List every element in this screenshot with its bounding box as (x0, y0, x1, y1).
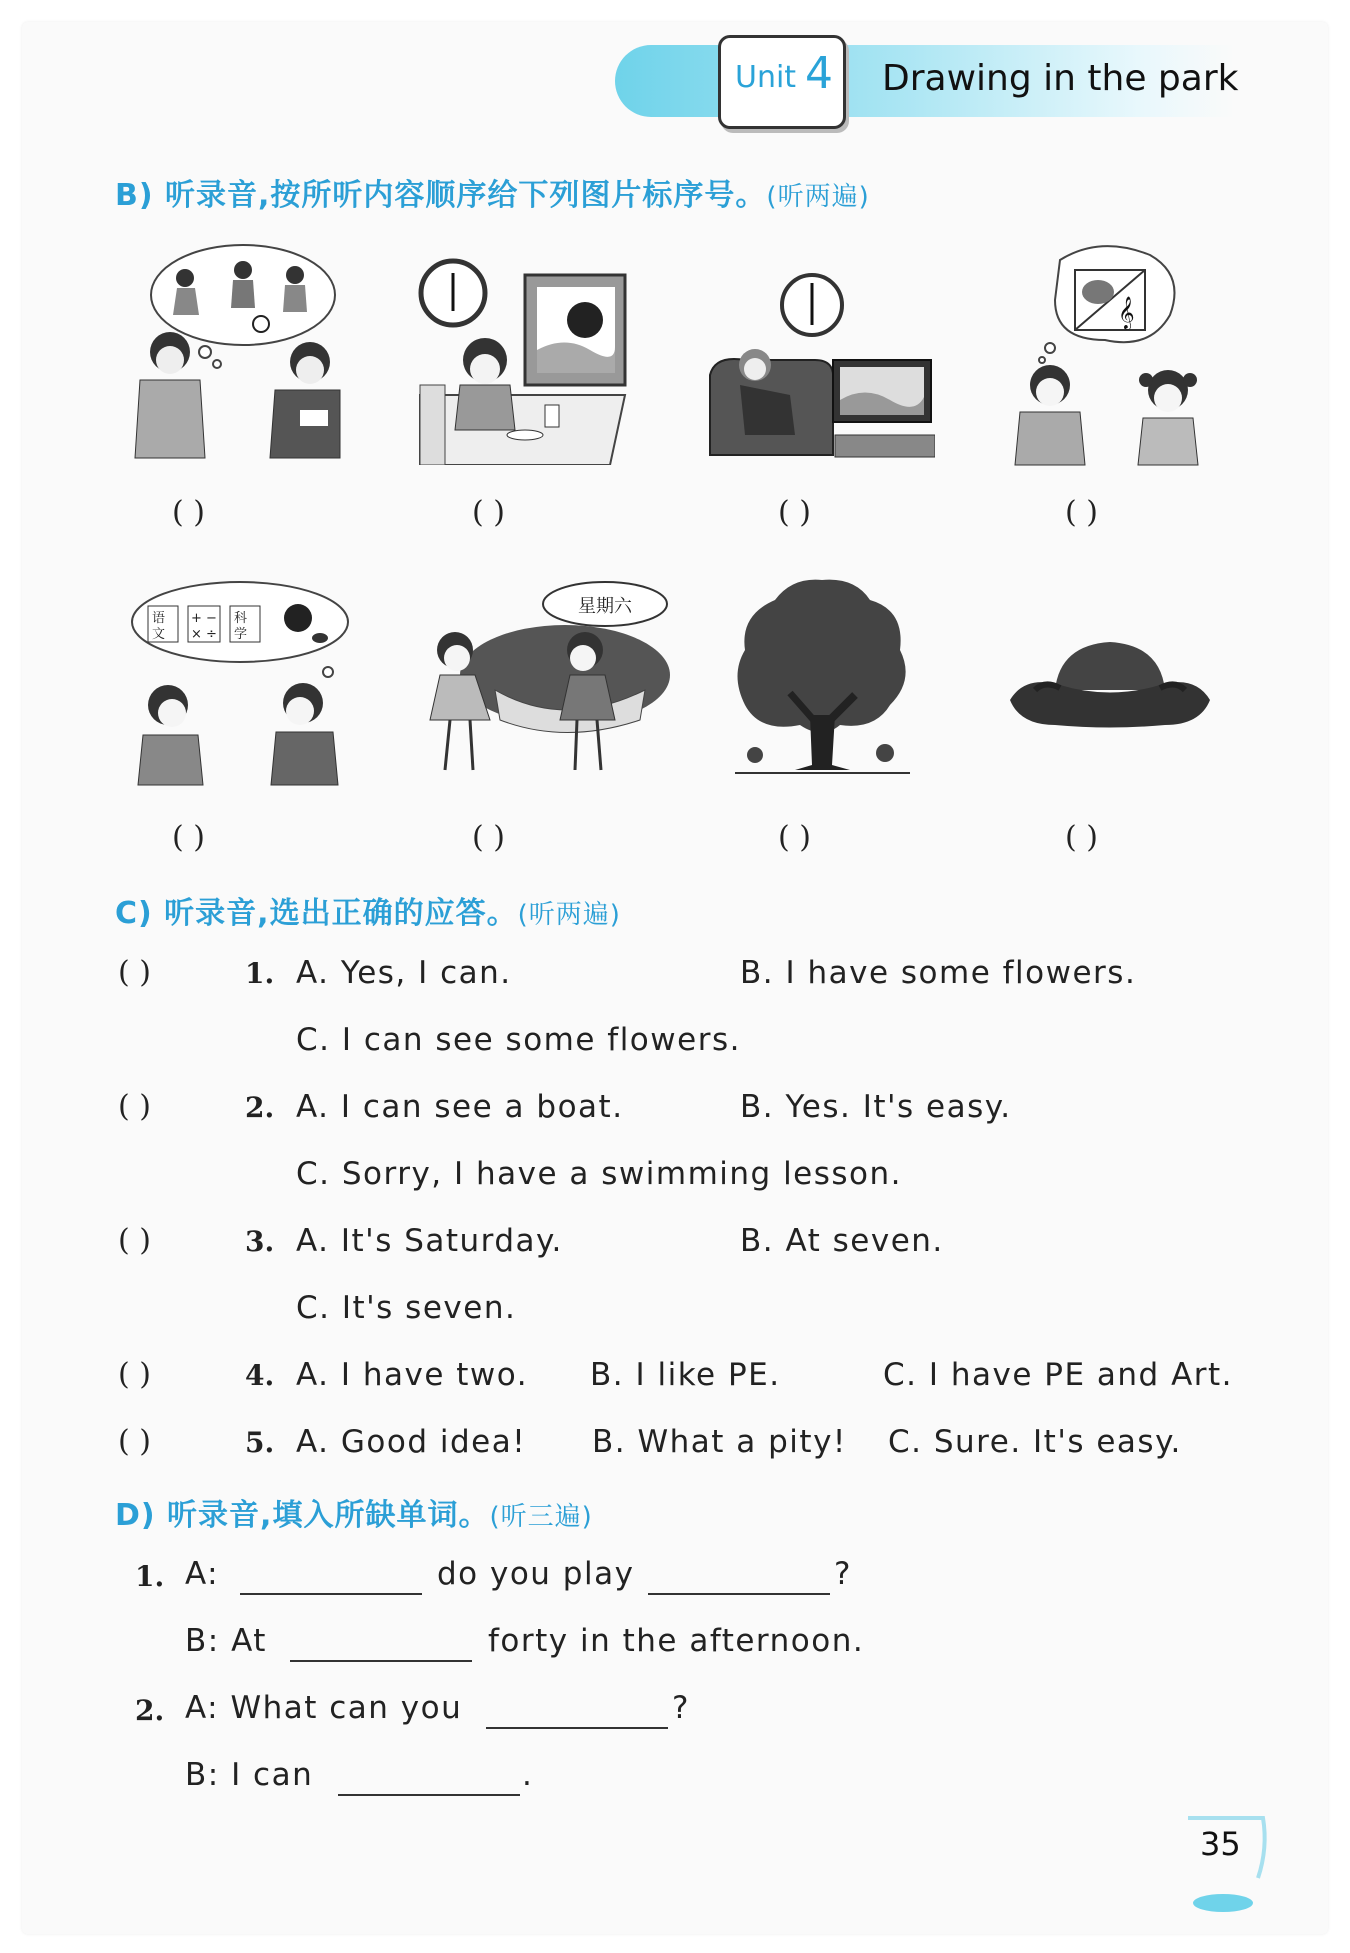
option-a: A. It's Saturday. (296, 1223, 563, 1259)
section-c-heading-text: C) 听录音,选出正确的应答。 (115, 896, 518, 931)
svg-text:× ÷: × ÷ (191, 627, 217, 642)
option-b: B. I have some flowers. (740, 955, 1137, 991)
question-number: 4. (245, 1359, 275, 1392)
section-d-heading-text: D) 听录音,填入所缺单词。 (115, 1498, 490, 1533)
section-c-note: (听两遍) (517, 900, 621, 930)
option-c: C. It's seven. (296, 1290, 517, 1326)
option-b: B. What a pity! (592, 1424, 847, 1460)
unit-label: Unit (735, 60, 797, 95)
answer-blank[interactable]: ( ) (1065, 495, 1098, 530)
man-watching-tv-clock-picture (705, 265, 935, 465)
hat-picture (1005, 630, 1215, 740)
svg-text:科: 科 (234, 611, 248, 626)
option-b: B. At seven. (740, 1223, 944, 1259)
question-number: 1. (245, 957, 275, 990)
fill-blank[interactable] (486, 1727, 668, 1729)
answer-bracket[interactable]: ( ) (118, 1424, 151, 1459)
fill-blank[interactable] (240, 1593, 422, 1595)
dialogue-text: do you play (437, 1556, 635, 1592)
unit-badge (718, 35, 846, 129)
question-number: 5. (245, 1426, 275, 1459)
period-mark: . (522, 1757, 534, 1793)
section-d-heading (115, 1490, 593, 1534)
option-a: A. I can see a boat. (296, 1089, 624, 1125)
svg-text:语: 语 (152, 611, 166, 626)
section-b-heading-text: B) 听录音,按所听内容顺序给下列图片标序号。 (115, 178, 767, 213)
boy-girl-art-music-thought-picture (1010, 240, 1220, 470)
page-number: 35 (1200, 1825, 1241, 1863)
speaker-a-text: A: What can you (185, 1690, 463, 1726)
option-c: C. Sorry, I have a swimming lesson. (296, 1156, 903, 1192)
saturday-bubble-text: 星期六 (578, 596, 632, 617)
answer-blank[interactable]: ( ) (172, 820, 205, 855)
option-c: C. Sure. It's easy. (888, 1424, 1182, 1460)
boys-talking-subjects-thought-picture (128, 580, 353, 790)
fill-blank[interactable] (338, 1794, 520, 1796)
question-mark: ? (834, 1556, 852, 1592)
option-c: C. I have PE and Art. (883, 1357, 1234, 1393)
answer-bracket[interactable]: ( ) (118, 1357, 151, 1392)
fill-blank[interactable] (290, 1660, 472, 1662)
answer-blank[interactable]: ( ) (472, 495, 505, 530)
answer-blank[interactable]: ( ) (1065, 820, 1098, 855)
section-d-note: (听三遍) (489, 1502, 593, 1532)
speaker-b-text: B: I can (185, 1757, 314, 1793)
answer-blank[interactable]: ( ) (472, 820, 505, 855)
girls-flowers-saturday-picture (415, 580, 670, 780)
boys-playing-football-thought-picture (125, 240, 345, 470)
answer-bracket[interactable]: ( ) (118, 955, 151, 990)
question-number: 1. (135, 1560, 165, 1593)
answer-blank[interactable]: ( ) (172, 495, 205, 530)
unit-title: Drawing in the park (882, 58, 1239, 99)
boy-eating-breakfast-clock-window-picture (415, 255, 630, 465)
speaker-a-label: A: (185, 1556, 220, 1592)
svg-text:学: 学 (234, 627, 248, 642)
section-c-heading (115, 888, 621, 932)
fill-blank[interactable] (648, 1593, 830, 1595)
answer-bracket[interactable]: ( ) (118, 1223, 151, 1258)
question-mark: ? (672, 1690, 690, 1726)
unit-number: 4 (805, 48, 833, 99)
answer-blank[interactable]: ( ) (778, 495, 811, 530)
answer-blank[interactable]: ( ) (778, 820, 811, 855)
tree-picture (730, 575, 915, 780)
option-a: A. I have two. (296, 1357, 529, 1393)
option-b: B. Yes. It's easy. (740, 1089, 1012, 1125)
answer-bracket[interactable]: ( ) (118, 1089, 151, 1124)
question-number: 2. (135, 1694, 165, 1727)
question-number: 2. (245, 1091, 275, 1124)
dialogue-text: forty in the afternoon. (488, 1623, 865, 1659)
speaker-b-text: B: At (185, 1623, 267, 1659)
svg-text:+ −: + − (191, 611, 217, 626)
section-b-heading (115, 170, 870, 214)
question-number: 3. (245, 1225, 275, 1258)
svg-text:文: 文 (152, 627, 166, 642)
option-a: A. Good idea! (296, 1424, 527, 1460)
option-a: A. Yes, I can. (296, 955, 512, 991)
section-b-note: (听两遍) (766, 182, 870, 212)
option-c: C. I can see some flowers. (296, 1022, 741, 1058)
option-b: B. I like PE. (590, 1357, 781, 1393)
svg-text:𝄞: 𝄞 (1118, 296, 1135, 329)
